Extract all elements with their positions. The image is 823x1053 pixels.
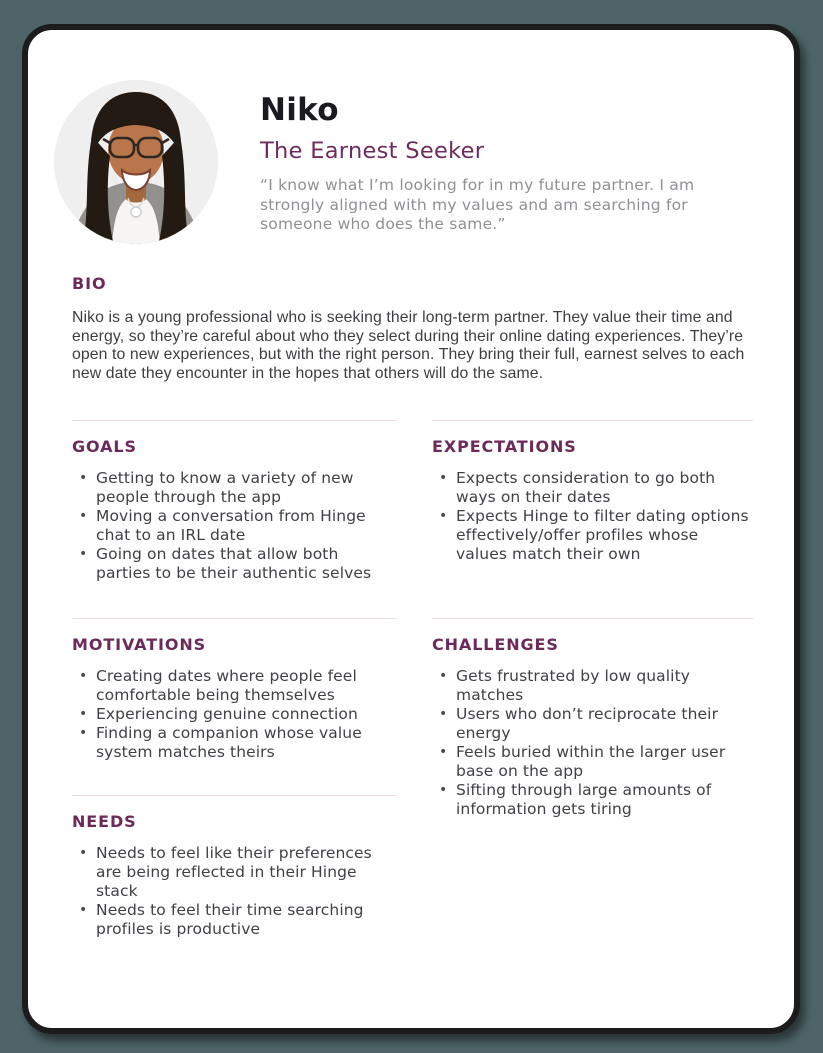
bullet-item: • Getting to know a variety of new people through the app — [72, 469, 396, 507]
left-column — [72, 420, 396, 939]
avatar-illustration — [54, 80, 218, 244]
challenges-section — [432, 618, 753, 819]
goals-heading: GOALS — [72, 437, 137, 456]
bullet-item: • Feels buried within the larger user base on the app — [432, 743, 753, 781]
bio-heading: BIO — [72, 274, 107, 293]
persona-header — [54, 80, 752, 244]
bullet-item: • Moving a conversation from Hinge chat to an IRL date — [72, 507, 396, 545]
bullet-item: • Users who don’t reciprocate their energy — [432, 705, 753, 743]
persona-quote: “I know what I’m looking for in my future partner. I am strongly aligned with my values and am searching for someone who does the same.” — [260, 176, 695, 233]
needs-heading: NEEDS — [72, 812, 137, 831]
expectations-heading: EXPECTATIONS — [432, 437, 577, 456]
challenges-heading: CHALLENGES — [432, 635, 559, 654]
needs-section — [72, 795, 396, 939]
motivations-heading: MOTIVATIONS — [72, 635, 207, 654]
persona-archetype: The Earnest Seeker — [260, 138, 485, 164]
goals-section — [72, 420, 396, 618]
goals-list — [72, 469, 396, 583]
bullet-item: • Finding a companion whose value system matches theirs — [72, 724, 396, 762]
challenges-list — [432, 667, 753, 819]
bullet-item: • Creating dates where people feel comfortable being themselves — [72, 667, 396, 705]
bullet-item: • Gets frustrated by low quality matches — [432, 667, 753, 705]
bullet-item: • Sifting through large amounts of information gets tiring — [432, 781, 753, 819]
bullet-item: • Experiencing genuine connection — [72, 705, 396, 724]
expectations-list — [432, 469, 753, 564]
bullet-item: • Going on dates that allow both parties to be their authentic selves — [72, 545, 396, 583]
bullet-item: • Expects consideration to go both ways on their dates — [432, 469, 753, 507]
motivations-list — [72, 667, 396, 762]
needs-list — [72, 844, 396, 939]
persona-identity — [260, 80, 718, 244]
expectations-section — [432, 420, 753, 618]
bio-text: Niko is a young professional who is seeking their long-term partner. They value their time and energy, so they’re careful about who they select during their online dating experiences. They’re open to new experiences, but with the right person. They bring their full, earnest selves to each new date they encounter in the hopes that others will do the same. — [72, 309, 745, 382]
avatar — [54, 80, 218, 244]
motivations-section — [72, 618, 396, 795]
sections-grid — [72, 420, 752, 939]
persona-name: Niko — [260, 92, 339, 128]
bullet-item: • Expects Hinge to filter dating options effectively/offer profiles whose values match their own — [432, 507, 753, 564]
right-column — [432, 420, 753, 939]
bullet-item: • Needs to feel like their preferences are being reflected in their Hinge stack — [72, 844, 396, 901]
bio-section — [72, 274, 752, 383]
bullet-item: • Needs to feel their time searching profiles is productive — [72, 901, 396, 939]
persona-card — [22, 24, 800, 1034]
